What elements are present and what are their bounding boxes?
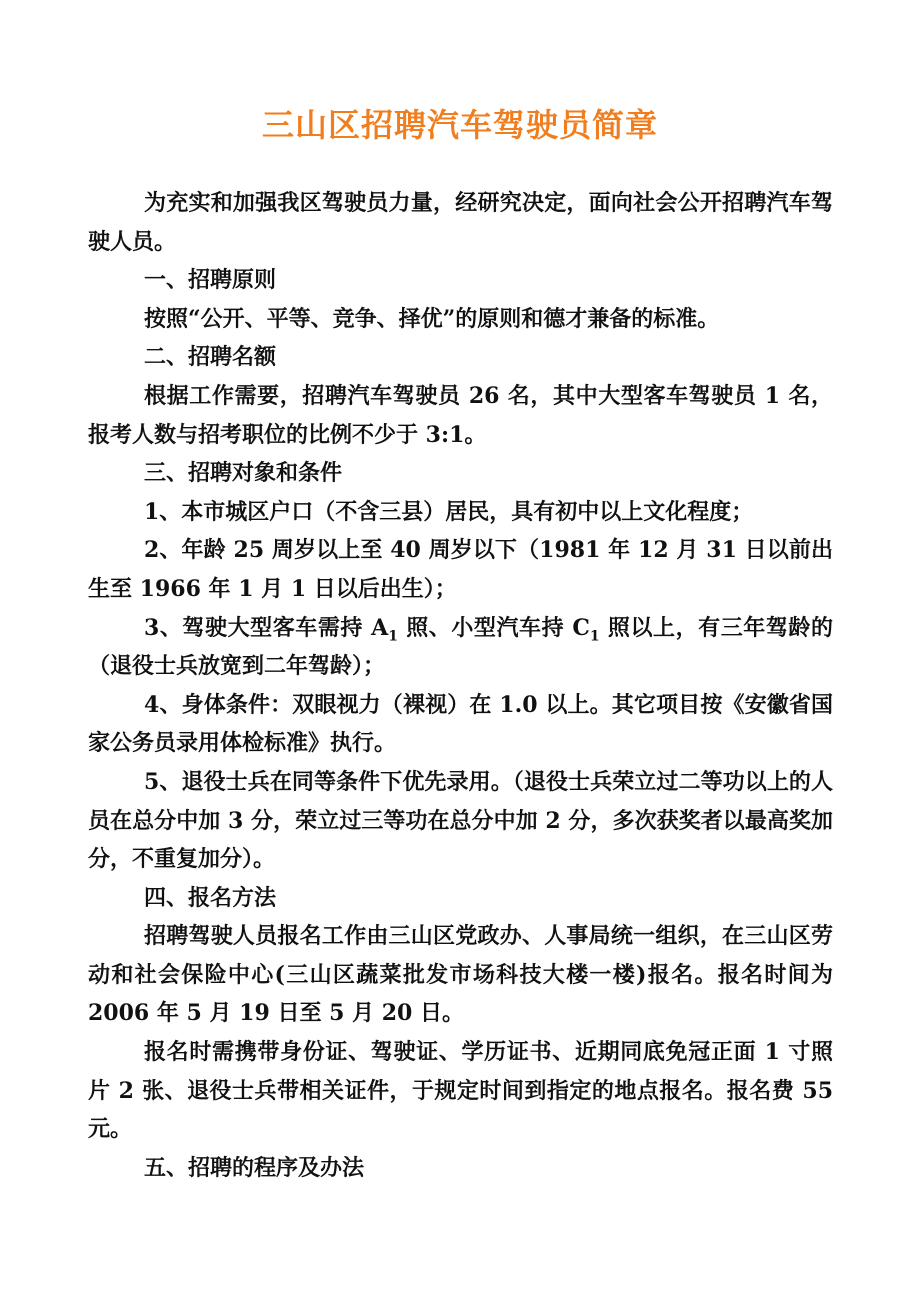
condition-5: 5、退役士兵在同等条件下优先录用。（退役士兵荣立过二等功以上的人员在总分中加 3 分，荣立过三等功在总分中加 2 分，多次获奖者以最高奖加分，不重复加分）。 [88,768,833,873]
condition-3-part2: 照、小型汽车持 C [398,614,590,641]
section-heading-quota: 二、招聘名额 [144,344,277,371]
condition-4: 4、身体条件：双眼视力（裸视）在 1.0 以上。其它项目按《安徽省国家公务员录用体检标准》执行。 [88,691,833,757]
principles-paragraph: 按照“公开、平等、竞争、择优”的原则和德才兼备的标准。 [144,305,720,332]
license-subscript-c: 1 [589,627,600,644]
section-heading-procedure: 五、招聘的程序及办法 [144,1154,365,1181]
condition-3-part1: 3、驾驶大型客车需持 A [144,614,389,641]
section-heading-registration: 四、报名方法 [144,884,277,911]
document-title: 三山区招聘汽车驾驶员简章 [261,106,658,145]
section-heading-principles: 一、招聘原则 [144,267,277,294]
section-heading-eligibility: 三、招聘对象和条件 [144,460,343,487]
registration-requirements-paragraph: 报名时需携带身份证、驾驶证、学历证书、近期同底免冠正面 1 寸照片 2 张、退役士兵带相关证件，于规定时间到指定的地点报名。报名费 55 元。 [88,1039,833,1143]
quota-paragraph: 根据工作需要，招聘汽车驾驶员 26 名，其中大型客车驾驶员 1 名，报考人数与招考职位的比例不少于 3:1。 [88,382,833,448]
license-subscript-a: 1 [388,627,398,644]
registration-paragraph: 招聘驾驶人员报名工作由三山区党政办、人事局统一组织，在三山区劳动和社会保险中心(三山区蔬菜批发市场科技大楼一楼)报名。报名时间为 2006 年 5 月 19 日至 5 月 20 日。 [88,923,833,1027]
condition-1: 1、本市城区户口（不含三县）居民，具有初中以上文化程度； [144,498,754,525]
condition-2: 2、年龄 25 周岁以上至 40 周岁以下（1981 年 12 月 31 日以前出生至 1966 年 1 月 1 日以后出生）； [88,537,833,602]
intro-paragraph: 为充实和加强我区驾驶员力量，经研究决定，面向社会公开招聘汽车驾驶人员。 [88,190,833,255]
condition-3 [88,609,833,686]
condition-3-part3: 照以上，有三年驾龄的（退役士兵放宽到二年驾龄）； [88,614,833,680]
document-body [88,184,833,1187]
